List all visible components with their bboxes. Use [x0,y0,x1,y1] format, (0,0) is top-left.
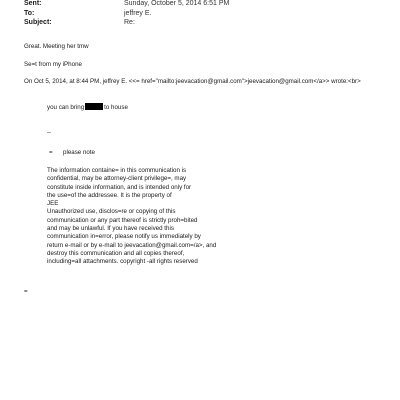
notice-line: confidential, may be attorney-client privilege=, may [47,175,187,183]
trailing-mark: = [24,288,28,295]
bullet-text: please note [63,149,95,156]
notice-line: the use=of the addressee. It is the property of [47,191,172,199]
message-line [47,103,128,112]
notice-line: Unauthorized use, disclos=re or copying of this [47,208,176,216]
to-value: jeffrey E. [124,10,152,17]
confidentiality-notice [47,167,216,267]
notice-line: The information containe= in this communication is [47,167,187,174]
dash-line: -- [47,129,52,136]
notice-line: constitute inside information, and is intended only for [47,183,192,191]
message-before: you can bring [47,104,85,111]
notice-line: JEE [47,200,59,208]
notice-line: communication in=error, please notify us immediately by [47,233,201,241]
to-label: To: [24,10,35,17]
subject-label: Subject: [24,19,52,26]
bullet-mark: = [49,149,53,156]
notice-line: including=all attachments. copyright -all rights reserved [47,258,198,266]
notice-line: communication or any part thereof is strictly proh=bited [47,216,198,224]
greeting-line: Great. Meeting her tmw [24,43,89,50]
notice-line: and may be unlawful. If you have received this [47,225,174,233]
subject-value: Re: [124,19,135,26]
signature-line: Se=t from my iPhone [24,61,82,68]
sent-label: Sent: [24,0,42,7]
redaction-box [85,103,103,110]
notice-line: destroy this communication and all copies thereof, [47,249,185,257]
notice-line: return e-mail or by e-mail to jeevacation@gmail.com=/a>, and [47,241,217,249]
message-after: to house [104,104,128,111]
quote-header-line: On Oct 5, 2014, at 8:44 PM, jeffrey E. <<= href="mailto:jeevacation@gmail.com">jeevacation@gmail.com</a>> wrote:<br> [24,78,361,85]
sent-value: Sunday, October 5, 2014 6:51 PM [124,0,230,7]
